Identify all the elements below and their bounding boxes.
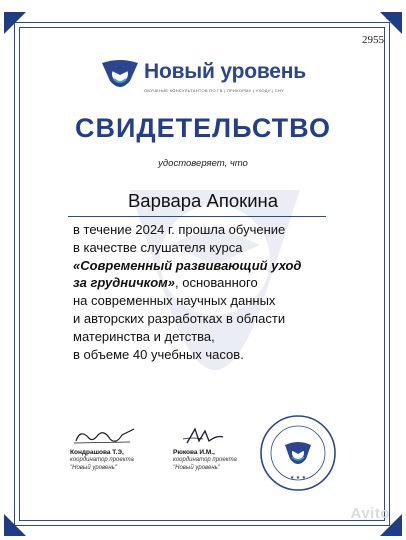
svg-text:★ ★ ★: ★ ★ ★: [289, 475, 307, 481]
seal-stamp-icon: [258, 413, 338, 493]
body-line: в течение 2024 г. прошла обучение: [73, 222, 286, 237]
signatory-name: Кондрашова Т.Э,: [70, 449, 124, 456]
brand-tagline: ОБУЧЕНИЕ КОНСУЛЬТАНТОВ ПО ГВ | ПРИКОРМУ | УХОДУ | СНУ: [144, 88, 285, 93]
certificate-subtitle: удостоверяет, что: [158, 158, 248, 169]
signature-block-1: [70, 425, 180, 472]
corner-ornament-top-left: [4, 12, 26, 34]
body-line: материнства и детства,: [73, 328, 215, 344]
body-line: и авторских разработках в области: [73, 310, 286, 326]
corner-ornament-top-right: [380, 12, 402, 34]
body-line: в качестве слушателя курса: [73, 239, 243, 255]
signatory-project: "Новый уровень": [173, 465, 220, 471]
course-title-line: «Современный развивающий уход: [73, 257, 302, 273]
signatory-role: координатор проекта: [173, 457, 237, 463]
signatory-project: "Новый уровень": [70, 465, 117, 471]
graduation-cap-logo-icon: [100, 57, 140, 91]
certificate-title: СВИДЕТЕЛЬСТВО: [75, 113, 331, 143]
body-line: в объеме 40 учебных часов.: [73, 346, 244, 362]
course-suffix: , основанного: [175, 275, 258, 291]
recipient-name: Варвара Апокина: [127, 190, 279, 211]
brand-name: Новый уровень: [144, 60, 306, 83]
handwritten-signature-icon: [70, 425, 140, 447]
body-line: на современных научных данных: [73, 293, 276, 309]
signatory-name: Рюкова И.М.,: [173, 449, 215, 456]
course-title-end: за грудничком»: [73, 275, 176, 291]
avito-watermark: Avito: [350, 505, 390, 522]
brand-logo: [100, 57, 320, 99]
serial-number: 2955: [362, 34, 384, 46]
name-underline: [68, 216, 326, 217]
certificate-body: [73, 221, 373, 363]
corner-ornament-bottom-left: [4, 514, 26, 536]
handwritten-signature-icon: [173, 425, 233, 447]
course-title-line-with-suffix: [73, 274, 373, 292]
signatory-role: координатор проекта: [70, 457, 134, 463]
